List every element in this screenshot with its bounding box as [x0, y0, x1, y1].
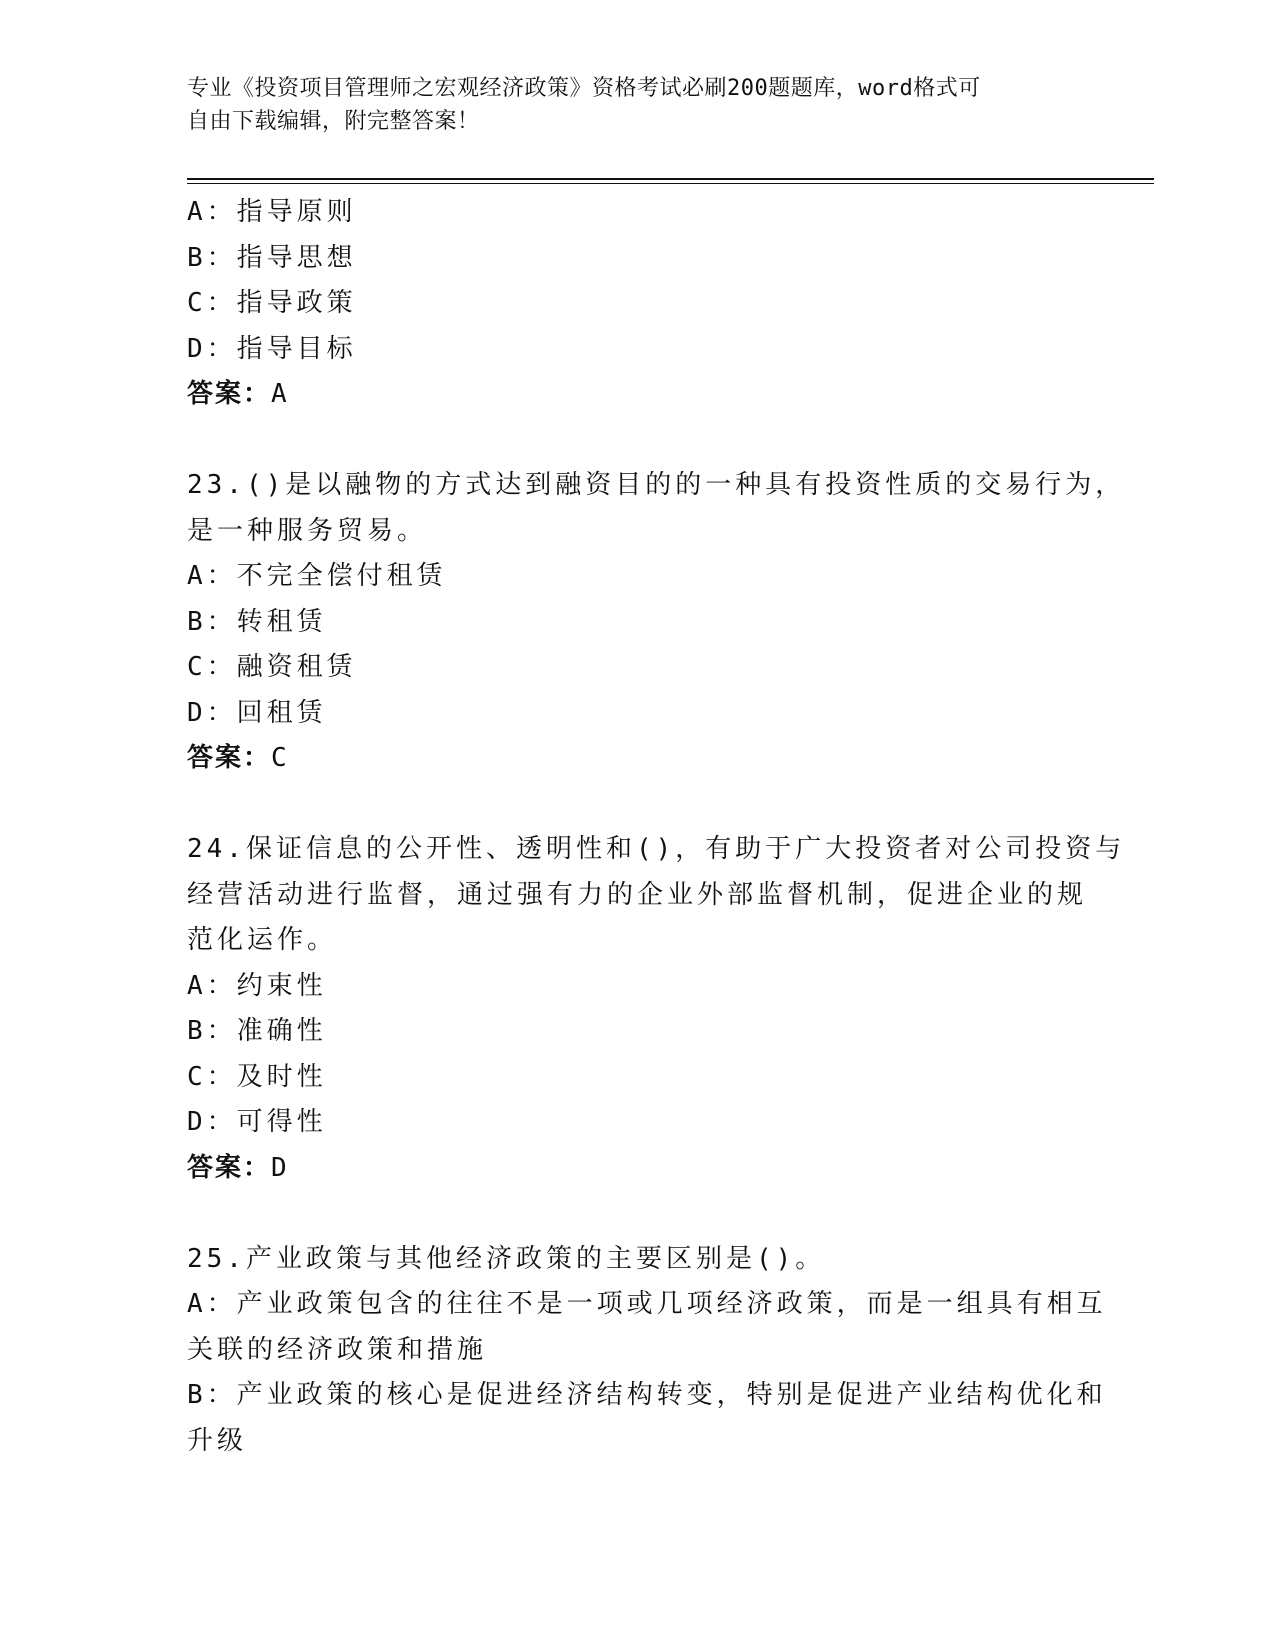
option-d: D：可得性	[187, 1107, 327, 1137]
header-divider	[187, 178, 1154, 180]
question-text: 23.()是以融物的方式达到融资目的的一种具有投资性质的交易行为，	[187, 470, 1126, 500]
header-line-2: 自由下载编辑，附完整答案！	[187, 109, 480, 134]
option-a: A：指导原则	[187, 197, 357, 227]
question-text-cont: 是一种服务贸易。	[187, 515, 428, 546]
option-d: D：指导目标	[187, 333, 357, 364]
question-text: 25.产业政策与其他经济政策的主要区别是()。	[187, 1243, 826, 1274]
question-25	[187, 1237, 1107, 1465]
option-b: B：指导思想	[187, 242, 357, 273]
header-divider-thin	[187, 183, 1154, 184]
option-a: A：不完全偿付租赁	[187, 561, 447, 591]
answer-label: 答案：	[187, 743, 272, 773]
option-b-cont: 升级	[187, 1425, 248, 1456]
answer-label: 答案：	[187, 379, 272, 409]
answer-value: D	[271, 1152, 289, 1183]
option-c: C：指导政策	[187, 288, 357, 318]
answer-value: A	[271, 379, 289, 409]
question-list	[187, 190, 1126, 1464]
option-b: B：准确性	[187, 1016, 327, 1046]
answer-value: C	[271, 743, 289, 773]
option-a: A：约束性	[187, 970, 327, 1001]
option-d: D：回租赁	[187, 697, 327, 728]
option-b: B：产业政策的核心是促进经济结构转变，特别是促进产业结构优化和	[187, 1380, 1107, 1410]
answer	[187, 372, 1087, 418]
question-23	[187, 463, 1126, 782]
question-text-cont-2: 范化运作。	[187, 925, 338, 955]
answer	[187, 1146, 1087, 1192]
question-text: 24.保证信息的公开性、透明性和()，有助于广大投资者对公司投资与	[187, 834, 1126, 864]
option-c: C：融资租赁	[187, 652, 357, 682]
option-a-cont: 关联的经济政策和措施	[187, 1334, 488, 1365]
question-text-cont: 经营活动进行监督，通过强有力的企业外部监督机制，促进企业的规	[187, 879, 1088, 910]
option-b: B：转租赁	[187, 606, 327, 637]
option-c: C：及时性	[187, 1061, 327, 1092]
header-line-1: 专业《投资项目管理师之宏观经济政策》资格考试必刷200题题库，word格式可	[187, 76, 981, 101]
document-header	[187, 72, 1067, 138]
question-22	[187, 190, 1087, 418]
answer	[187, 736, 1087, 782]
question-24	[187, 827, 1126, 1191]
answer-label: 答案：	[187, 1152, 272, 1183]
option-a: A：产业政策包含的往往不是一项或几项经济政策，而是一组具有相互	[187, 1289, 1107, 1319]
